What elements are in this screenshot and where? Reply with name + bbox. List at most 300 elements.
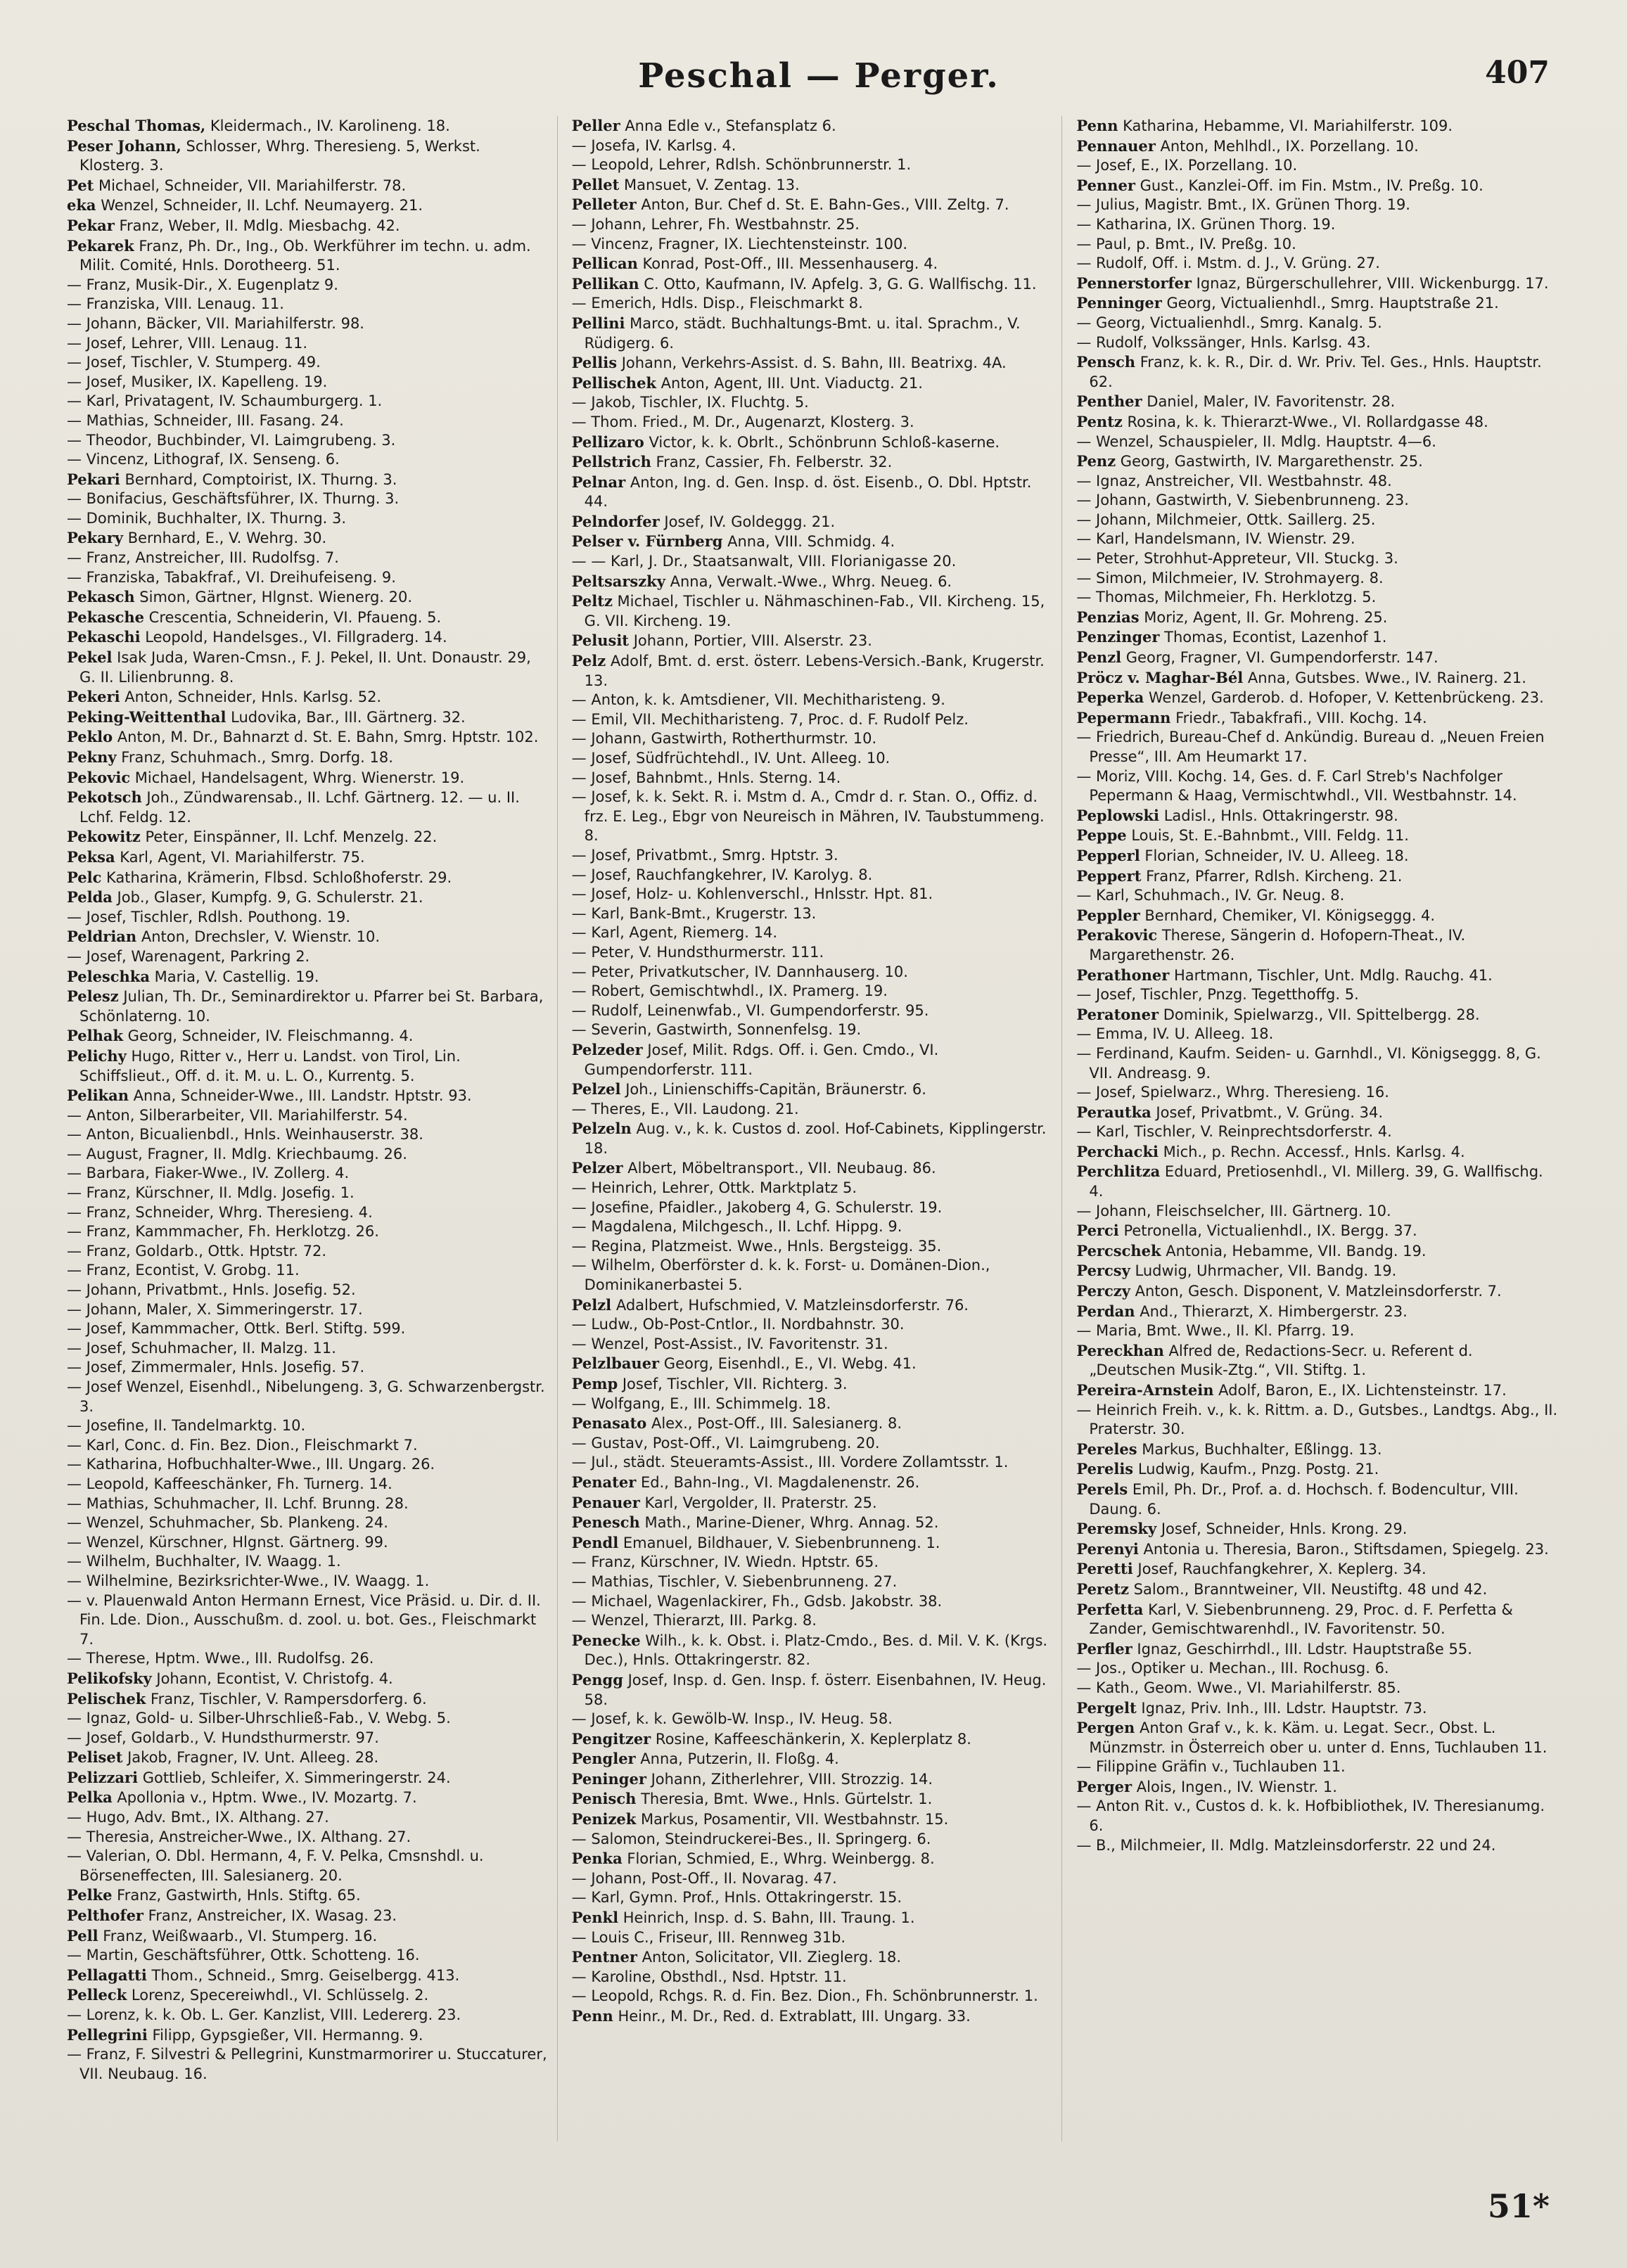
entry-details: Wenzel, Schneider, II. Lchf. Neumayerg. 21. bbox=[96, 197, 423, 214]
column-2 bbox=[572, 116, 1063, 2141]
directory-entry bbox=[572, 572, 1054, 592]
entry-surname: Pelser v. Fürnberg bbox=[571, 532, 723, 551]
directory-entry bbox=[1076, 1122, 1558, 1142]
entry-surname: Peldrian bbox=[67, 928, 137, 946]
directory-entry bbox=[67, 411, 549, 431]
entry-details: Franz, Schuhmach., Smrg. Dorfg. 18. bbox=[116, 749, 393, 766]
directory-entry bbox=[1076, 1202, 1558, 1222]
directory-entry bbox=[67, 1106, 549, 1126]
entry-details: — Martin, Geschäftsführer, Ottk. Schotteng. 16. bbox=[67, 1947, 420, 1964]
directory-entry bbox=[572, 1256, 1054, 1295]
entry-surname: Pelc bbox=[67, 868, 102, 886]
entry-details: — August, Fragner, II. Mdlg. Kriechbaumg. 26. bbox=[67, 1145, 407, 1162]
entry-details: — Josefine, Pfaidler., Jakoberg 4, G. Schulerstr. 19. bbox=[571, 1198, 943, 1216]
entry-details: — Vincenz, Fragner, IX. Liechtensteinstr. 100. bbox=[571, 235, 908, 252]
directory-entry bbox=[572, 1729, 1054, 1750]
entry-surname: Pelzel bbox=[571, 1080, 621, 1098]
directory-entry bbox=[572, 651, 1054, 691]
directory-entry bbox=[572, 788, 1054, 846]
entry-details: Schlosser, Whrg. Theresieng. 5, Werkst. Klosterg. 3. bbox=[79, 137, 480, 174]
directory-entry bbox=[67, 927, 549, 947]
directory-entry bbox=[1076, 549, 1558, 569]
directory-entry bbox=[67, 1946, 549, 1966]
entry-details: — Karl, Tischler, V. Reinprechtsdorferstr. 4. bbox=[1076, 1123, 1392, 1141]
entry-surname: Pergen bbox=[1076, 1719, 1135, 1737]
directory-entry bbox=[572, 1335, 1054, 1354]
entry-details: Franz, Pfarrer, Rdlsh. Kircheng. 21. bbox=[1141, 867, 1403, 885]
entry-details: Aug. v., k. k. Custos d. zool. Hof-Cabinets, Kipplingerstr. 18. bbox=[584, 1120, 1047, 1157]
directory-entry bbox=[67, 528, 549, 549]
entry-details: Karl, Vergolder, II. Praterstr. 25. bbox=[639, 1494, 877, 1511]
entry-details: Anton, Solicitator, VII. Zieglerg. 18. bbox=[637, 1949, 902, 1966]
entry-details: — Josef, Kammmacher, Ottk. Berl. Stiftg. 599. bbox=[67, 1320, 406, 1338]
entry-details: Bernhard, Chemiker, VI. Königseggg. 4. bbox=[1140, 906, 1436, 924]
directory-entry bbox=[572, 413, 1054, 433]
directory-entry bbox=[572, 1869, 1054, 1889]
directory-entry bbox=[67, 1164, 549, 1184]
entry-details: — Ignaz, Anstreicher, VII. Westbahnstr. 48. bbox=[1076, 472, 1392, 489]
directory-entry bbox=[1076, 1221, 1558, 1241]
entry-details: Ignaz, Bürgerschullehrer, VIII. Wickenburgg. 17. bbox=[1191, 274, 1549, 292]
entry-surname: Perakovic bbox=[1076, 926, 1158, 944]
entry-details: — Franz, Anstreicher, III. Rudolfsg. 7. bbox=[67, 549, 339, 567]
entry-details: — Karl, Agent, Riemerg. 14. bbox=[571, 924, 778, 942]
directory-entry bbox=[1076, 314, 1558, 333]
directory-entry bbox=[67, 1086, 549, 1106]
directory-entry bbox=[67, 1729, 549, 1748]
entry-details: Isak Juda, Waren-Cmsn., F. J. Pekel, II. Unt. Donaustr. 29, G. II. Lilienbrunng. 8. bbox=[79, 649, 531, 686]
entry-details: — Moriz, VIII. Kochg. 14, Ges. d. F. Carl Streb's Nachfolger Pepermann & Haag, Vermischtwhdl., VII. Westbahnstr. 14. bbox=[1076, 767, 1517, 805]
entry-surname: Pelikofsky bbox=[67, 1669, 152, 1687]
directory-entry bbox=[572, 631, 1054, 651]
entry-details: Friedr., Tabakfrafi., VIII. Kochg. 14. bbox=[1170, 709, 1427, 726]
directory-entry bbox=[67, 587, 549, 608]
entry-details: — Johann, Lehrer, Fh. Westbahnstr. 25. bbox=[571, 215, 860, 233]
directory-entry bbox=[572, 923, 1054, 943]
directory-entry bbox=[67, 1436, 549, 1456]
entry-details: Eduard, Pretiosenhdl., VI. Millerg. 39, G. Wallfischg. 4. bbox=[1089, 1163, 1543, 1200]
entry-surname: Pennauer bbox=[1076, 136, 1156, 155]
entry-details: Antonia, Hebamme, VII. Bandg. 19. bbox=[1161, 1242, 1427, 1260]
entry-details: Franz, Weißwaarb., VI. Stumperg. 16. bbox=[98, 1927, 378, 1945]
directory-entry bbox=[572, 1928, 1054, 1948]
entry-details: — Jos., Optiker u. Mechan., III. Rochusg. 6. bbox=[1076, 1660, 1389, 1677]
entry-details: Johann, Zitherlehrer, VIII. Strozzig. 14. bbox=[646, 1770, 933, 1788]
directory-entry bbox=[67, 788, 549, 827]
entry-details: Daniel, Maler, IV. Favoritenstr. 28. bbox=[1142, 393, 1396, 411]
directory-entry bbox=[67, 196, 549, 216]
entry-details: Thomas, Econtist, Lazenhof 1. bbox=[1159, 629, 1387, 646]
directory-entry bbox=[572, 1789, 1054, 1809]
entry-details: Leopold, Handelsges., VI. Fillgraderg. 14. bbox=[140, 629, 447, 646]
entry-surname: Peschal Thomas, bbox=[67, 117, 206, 134]
entry-details: — Anton, Silberarbeiter, VII. Mariahilferstr. 54. bbox=[67, 1106, 408, 1124]
entry-details: Emanuel, Bildhauer, V. Siebenbrunneng. 1. bbox=[618, 1534, 940, 1551]
entry-details: — Magdalena, Milchgesch., II. Lchf. Hippg. 9. bbox=[571, 1218, 902, 1236]
directory-entry bbox=[1076, 1401, 1558, 1440]
directory-entry bbox=[1076, 806, 1558, 826]
entry-details: — Katharina, Hofbuchhalter-Wwe., III. Ungarg. 26. bbox=[67, 1456, 435, 1473]
entry-details: — Anton, k. k. Amtsdiener, VII. Mechitharisteng. 9. bbox=[571, 691, 945, 709]
directory-entry bbox=[1076, 176, 1558, 196]
entry-details: — Mathias, Schneider, III. Fasang. 24. bbox=[67, 411, 344, 429]
directory-entry bbox=[572, 1493, 1054, 1513]
entry-details: — Mathias, Tischler, V. Siebenbrunneng. 27. bbox=[571, 1572, 898, 1590]
directory-entry bbox=[1076, 433, 1558, 452]
directory-entry bbox=[1076, 1005, 1558, 1025]
directory-entry bbox=[67, 549, 549, 568]
entry-details: — Franz, F. Silvestri & Pellegrini, Kunstmarmorirer u. Stuccaturer, VII. Neubaug. 16. bbox=[67, 2046, 547, 2082]
entry-surname: Pelesz bbox=[67, 987, 119, 1006]
directory-entry bbox=[572, 1040, 1054, 1079]
directory-entry bbox=[67, 116, 549, 136]
directory-entry bbox=[1076, 588, 1558, 608]
entry-details: Anna, VIII. Schmidg. 4. bbox=[722, 533, 895, 551]
entry-surname: Percsy bbox=[1076, 1262, 1130, 1280]
page-header bbox=[67, 51, 1571, 107]
entry-details: — Johann, Post-Off., II. Novarag. 47. bbox=[571, 1869, 837, 1887]
entry-details: Adolf, Baron, E., IX. Lichtensteinstr. 17. bbox=[1213, 1382, 1507, 1399]
entry-details: Franz, Weber, II. Mdlg. Miesbachg. 42. bbox=[114, 217, 400, 234]
entry-details: — Franz, Kürschner, IV. Wiedn. Hptstr. 65. bbox=[571, 1553, 879, 1571]
entry-details: — Karl, Conc. d. Fin. Bez. Dion., Fleischmarkt 7. bbox=[67, 1436, 418, 1454]
entry-surname: Penn bbox=[571, 2007, 613, 2025]
directory-entry bbox=[572, 314, 1054, 353]
directory-entry bbox=[1076, 451, 1558, 472]
entry-details: — Regina, Platzmeist. Wwe., Hnls. Bergsteigg. 35. bbox=[571, 1237, 942, 1255]
entry-details: — Ignaz, Gold- u. Silber-Uhrschließ-Fab., V. Webg. 5. bbox=[67, 1710, 451, 1727]
entry-details: Rosine, Kaffeeschänkerin, X. Keplerplatz 8. bbox=[651, 1730, 971, 1748]
entry-surname: Peremsky bbox=[1076, 1520, 1157, 1538]
directory-entry bbox=[572, 1631, 1054, 1670]
entry-details: Johann, Verkehrs-Assist. d. S. Bahn, III. Beatrixg. 4A. bbox=[617, 354, 1007, 372]
entry-details: Anna, Putzerin, II. Floßg. 4. bbox=[635, 1750, 839, 1768]
entry-surname: Penzinger bbox=[1076, 628, 1160, 646]
directory-entry bbox=[572, 175, 1054, 196]
entry-surname: Peltsarszky bbox=[571, 572, 665, 590]
directory-entry bbox=[1076, 1103, 1558, 1123]
entry-surname: Pelzl bbox=[571, 1295, 612, 1314]
directory-entry bbox=[67, 1788, 549, 1808]
entry-details: Franz, Gastwirth, Hnls. Stiftg. 65. bbox=[112, 1887, 361, 1904]
directory-entry bbox=[67, 827, 549, 847]
entry-details: Georg, Schneider, IV. Fleischmanng. 4. bbox=[123, 1027, 414, 1045]
directory-entry bbox=[67, 509, 549, 529]
entry-details: — Dominik, Buchhalter, IX. Thurng. 3. bbox=[67, 509, 347, 527]
directory-entry bbox=[572, 393, 1054, 413]
entry-details: Marco, städt. Buchhaltungs-Bmt. u. ital. Sprachm., V. Rüdigerg. 6. bbox=[584, 314, 1021, 352]
entry-details: — Ludw., Ob-Post-Cntlor., II. Nordbahnstr. 30. bbox=[571, 1316, 905, 1333]
entry-details: — Josefa, IV. Karlsg. 4. bbox=[571, 136, 736, 154]
directory-entry bbox=[572, 1908, 1054, 1928]
entry-details: Anton, Drechsler, V. Wienstr. 10. bbox=[136, 928, 381, 946]
entry-details: — Franz, Kammmacher, Fh. Herklotzg. 26. bbox=[67, 1223, 379, 1241]
entry-details: Hugo, Ritter v., Herr u. Landst. von Tirol, Lin. Schiffslieut., Off. d. it. M. u. L. O., Kurrentg. 5. bbox=[79, 1047, 461, 1084]
entry-surname: Pekeri bbox=[67, 688, 120, 706]
entry-details: — Karl, Privatagent, IV. Schaumburgerg. 1. bbox=[67, 392, 383, 410]
entry-details: Thom., Schneid., Smrg. Geiselbergg. 413. bbox=[146, 1966, 460, 1984]
directory-entry bbox=[67, 1125, 549, 1145]
entry-details: Anton Graf v., k. k. Käm. u. Legat. Secr., Obst. L. Münzmstr. in Österreich ober u. unter d. Enns, Tuchlauben 11. bbox=[1089, 1719, 1548, 1756]
entry-details: — Wilhelm, Buchhalter, IV. Waagg. 1. bbox=[67, 1553, 341, 1570]
entry-surname: Pelzeder bbox=[571, 1040, 643, 1058]
entry-details: — Karoline, Obsthdl., Nsd. Hptstr. 11. bbox=[571, 1968, 847, 1985]
entry-details: — Rudolf, Volkssänger, Hnls. Karlsg. 43. bbox=[1076, 333, 1371, 351]
directory-entry bbox=[572, 1354, 1054, 1374]
directory-entry bbox=[67, 1533, 549, 1553]
directory-entry bbox=[572, 846, 1054, 866]
entry-details: Anton, Schneider, Hnls. Karlsg. 52. bbox=[120, 688, 382, 706]
entry-details: Math., Marine-Diener, Whrg. Annag. 52. bbox=[639, 1514, 939, 1532]
directory-entry bbox=[67, 987, 549, 1026]
directory-entry bbox=[67, 1513, 549, 1533]
entry-surname: Perels bbox=[1076, 1480, 1128, 1498]
entry-details: Julian, Th. Dr., Seminardirektor u. Pfarrer bei St. Barbara, Schönlaterng. 10. bbox=[79, 988, 544, 1025]
directory-entry bbox=[1076, 826, 1558, 846]
entry-details: — Wenzel, Schauspieler, II. Mdlg. Hauptstr. 4—6. bbox=[1076, 433, 1436, 450]
entry-details: — Robert, Gemischtwhdl., IX. Pramerg. 19. bbox=[571, 982, 888, 1000]
entry-surname: Pelikan bbox=[67, 1087, 129, 1105]
directory-entry bbox=[572, 1513, 1054, 1533]
entry-details: Heinrich, Insp. d. S. Bahn, III. Traung. 1. bbox=[618, 1909, 915, 1927]
entry-surname: Perathoner bbox=[1076, 966, 1170, 984]
directory-entry bbox=[1076, 1440, 1558, 1460]
directory-entry bbox=[67, 1808, 549, 1828]
entry-details: Josef, Rauchfangkehrer, X. Keplerg. 34. bbox=[1132, 1561, 1427, 1578]
directory-entry bbox=[1076, 196, 1558, 215]
directory-entry bbox=[572, 552, 1054, 572]
entry-details: — Karl, Schuhmach., IV. Gr. Neug. 8. bbox=[1076, 887, 1345, 904]
entry-surname: Pereles bbox=[1076, 1440, 1137, 1458]
entry-details: — Wenzel, Post-Assist., IV. Favoritenstr. 31. bbox=[571, 1335, 888, 1352]
entry-surname: Pellegrini bbox=[67, 2025, 148, 2044]
entry-details: — v. Plauenwald Anton Hermann Ernest, Vice Präsid. u. Dir. d. II. Fin. Lde. Dion., Ausschußm. d. zool. u. bot. Ges., Fleischmarkt 7. bbox=[67, 1591, 541, 1648]
entry-details: Peter, Einspänner, II. Lchf. Menzelg. 22. bbox=[140, 828, 438, 846]
entry-surname: Pell bbox=[67, 1926, 98, 1945]
directory-entry bbox=[1076, 1600, 1558, 1639]
directory-entry bbox=[572, 769, 1054, 788]
entry-details: — Rudolf, Leinenwfab., VI. Gumpendorferstr. 95. bbox=[571, 1001, 929, 1019]
page-number: 407 bbox=[1485, 55, 1550, 91]
entry-surname: Peperka bbox=[1076, 688, 1144, 707]
entry-details: — Johann, Bäcker, VII. Mariahilferstr. 98. bbox=[67, 314, 364, 332]
directory-entry bbox=[572, 710, 1054, 730]
entry-details: Gottlieb, Schleifer, X. Simmeringerstr. 24. bbox=[138, 1769, 451, 1786]
entry-details: Anna Edle v., Stefansplatz 6. bbox=[620, 117, 836, 134]
entry-details: — Maria, Bmt. Wwe., II. Kl. Pfarrg. 19. bbox=[1076, 1322, 1355, 1340]
entry-details: Crescentia, Schneiderin, VI. Pfaueng. 5. bbox=[143, 608, 442, 626]
entry-details: Joh., Zündwarensab., II. Lchf. Gärtnerg. 12. — u. II. Lchf. Feldg. 12. bbox=[79, 789, 520, 826]
directory-entry bbox=[572, 963, 1054, 982]
entry-details: Josef, Privatbmt., V. Grüng. 34. bbox=[1151, 1103, 1384, 1121]
directory-entry bbox=[1076, 274, 1558, 294]
entry-details: Anton, M. Dr., Bahnarzt d. St. E. Bahn, Smrg. Hptstr. 102. bbox=[113, 729, 539, 746]
directory-entry bbox=[1076, 1044, 1558, 1083]
entry-details: — Karl, Handelsmann, IV. Wienstr. 29. bbox=[1076, 530, 1355, 548]
entry-surname: Pelischek bbox=[67, 1689, 146, 1708]
directory-entry bbox=[67, 727, 549, 748]
entry-surname: Penesch bbox=[571, 1513, 640, 1532]
entry-surname: Pelichy bbox=[67, 1046, 127, 1065]
entry-surname: Peplowski bbox=[1076, 806, 1160, 824]
entry-details: — Salomon, Steindruckerei-Bes., II. Springerg. 6. bbox=[571, 1830, 931, 1847]
entry-details: Filipp, Gypsgießer, VII. Hermanng. 9. bbox=[147, 2026, 423, 2044]
entry-surname: Pengg bbox=[571, 1670, 623, 1689]
entry-surname: Penkl bbox=[571, 1909, 619, 1927]
entry-details: — Emil, VII. Mechitharisteng. 7, Proc. d. F. Rudolf Pelz. bbox=[571, 710, 969, 728]
entry-details: — Julius, Magistr. Bmt., IX. Grünen Thorg. 19. bbox=[1076, 196, 1410, 214]
directory-entry bbox=[1076, 1519, 1558, 1539]
signature-mark: 51* bbox=[1487, 2187, 1550, 2225]
directory-entry bbox=[572, 1947, 1054, 1968]
entry-details: — Leopold, Lehrer, Rdlsh. Schönbrunnerstr. 1. bbox=[571, 156, 912, 174]
entry-details: Wenzel, Garderob. d. Hofoper, V. Kettenbrückeng. 23. bbox=[1144, 689, 1544, 707]
entry-surname: Penninger bbox=[1076, 294, 1162, 312]
directory-entry bbox=[1076, 966, 1558, 986]
entry-details: — Wilhelm, Oberförster d. k. k. Forst- u. Domänen-Dion., Dominikanerbastei 5. bbox=[571, 1257, 990, 1294]
entry-surname: Pepperl bbox=[1076, 846, 1140, 864]
entry-details: — Josef, Musiker, IX. Kapelleng. 19. bbox=[67, 373, 328, 390]
entry-surname: Penka bbox=[571, 1850, 623, 1868]
entry-details: — Josef, Lehrer, VIII. Lenaug. 11. bbox=[67, 334, 308, 352]
directory-entry bbox=[67, 1026, 549, 1046]
entry-surname: Pekasch bbox=[67, 588, 135, 606]
directory-entry bbox=[1076, 648, 1558, 668]
directory-entry bbox=[1076, 1757, 1558, 1777]
directory-entry bbox=[572, 866, 1054, 885]
entry-details: Bernhard, E., V. Wehrg. 30. bbox=[123, 530, 327, 547]
entry-details: — Franz, Econtist, V. Grobg. 11. bbox=[67, 1262, 300, 1279]
entry-surname: Pelzeln bbox=[571, 1120, 632, 1138]
entry-details: — Bonifacius, Geschäftsführer, IX. Thurng. 3. bbox=[67, 490, 400, 508]
entry-details: — Anton Rit. v., Custos d. k. k. Hofbibliothek, IV. Theresianumg. 6. bbox=[1076, 1798, 1545, 1835]
entry-surname: Penauer bbox=[571, 1493, 640, 1511]
directory-entry bbox=[572, 294, 1054, 314]
directory-entry bbox=[1076, 1679, 1558, 1698]
directory-entry bbox=[67, 392, 549, 411]
entry-details: Georg, Eisenhdl., E., VI. Webg. 41. bbox=[659, 1355, 917, 1373]
directory-entry bbox=[67, 1455, 549, 1475]
directory-entry bbox=[572, 1473, 1054, 1493]
entry-details: Katharina, Krämerin, Flbsd. Schloßhoferstr. 29. bbox=[101, 869, 452, 886]
directory-entry bbox=[1076, 136, 1558, 157]
directory-entry bbox=[572, 1217, 1054, 1237]
entry-surname: Peltz bbox=[571, 592, 613, 610]
entry-surname: Pet bbox=[67, 176, 94, 194]
directory-entry bbox=[1076, 1639, 1558, 1660]
entry-details: — Rudolf, Off. i. Mstm. d. J., V. Grüng. 27. bbox=[1076, 255, 1380, 272]
directory-entry bbox=[1076, 1281, 1558, 1302]
entry-details: Johann, Portier, VIII. Alserstr. 23. bbox=[629, 632, 872, 650]
directory-entry bbox=[67, 1145, 549, 1165]
entry-details: — Franziska, Tabakfraf., VI. Dreihufeiseng. 9. bbox=[67, 568, 396, 586]
entry-surname: Peser Johann, bbox=[67, 136, 181, 155]
entry-details: — Kath., Geom. Wwe., VI. Mariahilferstr. 85. bbox=[1076, 1679, 1401, 1696]
entry-details: Ludwig, Kaufm., Pnzg. Postg. 21. bbox=[1133, 1461, 1379, 1478]
directory-entry bbox=[572, 1572, 1054, 1592]
directory-entry bbox=[1076, 925, 1558, 965]
directory-entry bbox=[572, 1414, 1054, 1434]
entry-surname: Pellis bbox=[571, 354, 618, 372]
entry-surname: Pelz bbox=[571, 652, 606, 670]
directory-entry bbox=[572, 1592, 1054, 1612]
entry-details: — Thom. Fried., M. Dr., Augenarzt, Klosterg. 3. bbox=[571, 413, 914, 430]
directory-entry bbox=[572, 1374, 1054, 1395]
entry-details: — Peter, V. Hundsthurmerstr. 111. bbox=[571, 943, 824, 961]
directory-entry bbox=[1076, 1083, 1558, 1103]
entry-details: Anna, Gutsbes. Wwe., IV. Rainerg. 21. bbox=[1243, 669, 1526, 686]
directory-entry bbox=[1076, 352, 1558, 392]
directory-entry bbox=[1076, 472, 1558, 492]
directory-entry bbox=[572, 1020, 1054, 1040]
directory-entry bbox=[67, 276, 549, 295]
entry-surname: Perchlitza bbox=[1076, 1162, 1161, 1181]
directory-entry bbox=[572, 1849, 1054, 1869]
directory-entry bbox=[67, 1985, 549, 2006]
entry-details: Josef, Insp. d. Gen. Insp. f. österr. Eisenbahnen, IV. Heug. 58. bbox=[584, 1671, 1047, 1708]
directory-entry bbox=[67, 2045, 549, 2084]
directory-entry bbox=[1076, 1559, 1558, 1580]
entry-details: Ignaz, Priv. Inh., III. Ldstr. Hauptstr. 73. bbox=[1136, 1699, 1427, 1717]
entry-details: Emil, Ph. Dr., Prof. a. d. Hochsch. f. Bodencultur, VIII. Daung. 6. bbox=[1089, 1480, 1519, 1518]
directory-entry bbox=[67, 648, 549, 687]
entry-details: Albert, Möbeltransport., VII. Neubaug. 86. bbox=[623, 1160, 936, 1177]
directory-entry bbox=[572, 1179, 1054, 1198]
directory-entry bbox=[572, 1809, 1054, 1830]
entry-surname: Perger bbox=[1076, 1777, 1132, 1795]
entry-details: Josef, Schneider, Hnls. Krong. 29. bbox=[1156, 1520, 1408, 1538]
entry-surname: Pelka bbox=[67, 1788, 113, 1807]
directory-entry bbox=[67, 1494, 549, 1514]
entry-details: — Heinrich Freih. v., k. k. Rittm. a. D., Gutsbes., Landtgs. Abg., II. Praterstr. 30. bbox=[1076, 1401, 1558, 1438]
directory-entry bbox=[1076, 886, 1558, 906]
entry-details: — Josef, Bahnbmt., Hnls. Sterng. 14. bbox=[571, 769, 841, 786]
directory-entry bbox=[67, 2025, 549, 2046]
entry-surname: Peppert bbox=[1076, 866, 1142, 885]
entry-details: — Johann, Fleischselcher, III. Gärtnerg. 10. bbox=[1076, 1202, 1391, 1219]
entry-details: C. Otto, Kaufmann, IV. Apfelg. 3, G. G. Wallfischg. 11. bbox=[639, 275, 1037, 293]
entry-details: — Louis C., Friseur, III. Rennweg 31b. bbox=[571, 1928, 846, 1946]
directory-entry bbox=[67, 1339, 549, 1359]
entry-surname: Pellini bbox=[571, 314, 625, 332]
entry-surname: Pelthofer bbox=[67, 1907, 143, 1925]
entry-details: Karl, V. Siebenbrunneng. 29, Proc. d. F. Perfetta & Zander, Gemischtwarenhdl., IV. Favoritenstr. 50. bbox=[1089, 1601, 1513, 1638]
entry-surname: Pellstrich bbox=[571, 453, 651, 471]
directory-entry bbox=[572, 1987, 1054, 2006]
entry-surname: Peratoner bbox=[1076, 1005, 1159, 1023]
directory-entry bbox=[572, 1710, 1054, 1729]
directory-entry bbox=[67, 1416, 549, 1436]
directory-entry bbox=[1076, 1341, 1558, 1380]
entry-surname: Pellet bbox=[571, 175, 620, 193]
directory-entry bbox=[572, 452, 1054, 473]
directory-entry bbox=[1076, 767, 1558, 806]
entry-details: — Emerich, Hdls. Disp., Fleischmarkt 8. bbox=[571, 295, 863, 312]
entry-details: Georg, Gastwirth, IV. Margarethenstr. 25. bbox=[1116, 453, 1423, 470]
directory-entry bbox=[67, 1475, 549, 1494]
directory-entry bbox=[1076, 1777, 1558, 1798]
entry-details: Josef, Milit. Rdgs. Off. i. Gen. Cmdo., VI. Gumpendorferstr. 111. bbox=[584, 1041, 939, 1078]
directory-entry bbox=[572, 1315, 1054, 1335]
entry-surname: Pekel bbox=[67, 648, 113, 667]
directory-entry bbox=[572, 729, 1054, 749]
directory-entry bbox=[67, 295, 549, 314]
entry-surname: Penn bbox=[1076, 117, 1118, 134]
entry-details: — Johann, Privatbmt., Hnls. Josefig. 52. bbox=[67, 1281, 356, 1299]
entry-details: Hartmann, Tischler, Unt. Mdlg. Rauchg. 41. bbox=[1169, 966, 1493, 984]
directory-entry bbox=[67, 1966, 549, 1986]
entry-surname: Penther bbox=[1076, 392, 1142, 411]
